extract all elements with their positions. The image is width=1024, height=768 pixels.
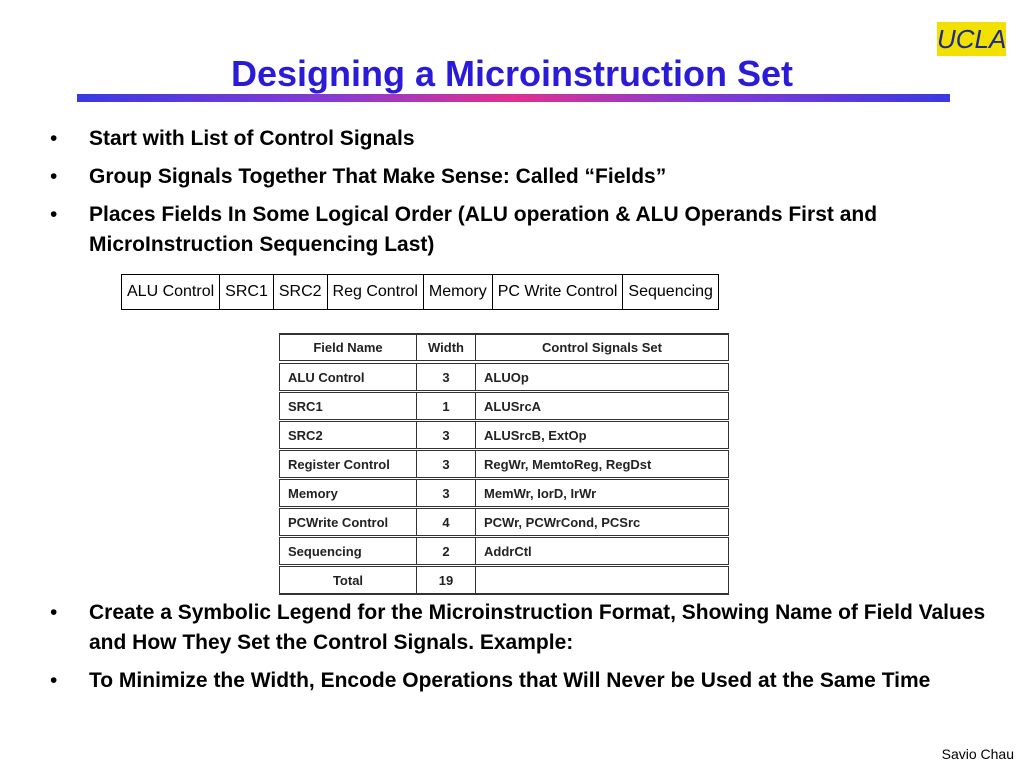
bullet-dot: • xyxy=(50,127,58,150)
table-row xyxy=(280,508,729,537)
format-field: SRC2 xyxy=(273,275,327,310)
microinstruction-format-table xyxy=(121,274,719,310)
format-field: PC Write Control xyxy=(492,275,623,310)
field-name-cell: Register Control xyxy=(280,450,417,479)
format-field: Sequencing xyxy=(623,275,719,310)
ucla-logo: UCLA xyxy=(937,24,1007,54)
table-total-row xyxy=(280,566,729,595)
field-width-cell: 4 xyxy=(417,508,476,537)
bullet-item xyxy=(50,666,990,696)
bullet-dot: • xyxy=(50,165,58,188)
table-row xyxy=(280,450,729,479)
bullet-dot: • xyxy=(50,669,58,692)
bullet-text: Start with List of Control Signals xyxy=(89,127,415,150)
control-signals-cell: AddrCtl xyxy=(476,537,729,566)
format-field: ALU Control xyxy=(122,275,220,310)
field-width-cell: 3 xyxy=(417,450,476,479)
total-width-cell: 19 xyxy=(417,566,476,595)
control-signals-cell: ALUSrcB, ExtOp xyxy=(476,421,729,450)
control-signals-cell: ALUSrcA xyxy=(476,392,729,421)
control-signals-cell: ALUOp xyxy=(476,362,729,392)
table-row xyxy=(280,421,729,450)
column-header: Control Signals Set xyxy=(476,334,729,362)
table-row xyxy=(280,479,729,508)
table-row xyxy=(280,392,729,421)
field-width-cell: 3 xyxy=(417,421,476,450)
format-field: SRC1 xyxy=(220,275,274,310)
bullet-item xyxy=(50,162,990,192)
slide-title: Designing a Microinstruction Set xyxy=(230,53,794,94)
field-width-cell: 2 xyxy=(417,537,476,566)
field-name-cell: SRC1 xyxy=(280,392,417,421)
control-signals-cell: PCWr, PCWrCond, PCSrc xyxy=(476,508,729,537)
field-width-cell: 3 xyxy=(417,479,476,508)
bullet-text: Group Signals Together That Make Sense: Called “Fields” xyxy=(89,165,667,188)
total-label-cell: Total xyxy=(280,566,417,595)
field-name-cell: Memory xyxy=(280,479,417,508)
bullet-item xyxy=(50,598,990,658)
format-row xyxy=(122,275,719,310)
field-name-cell: Sequencing xyxy=(280,537,417,566)
empty-cell xyxy=(476,566,729,595)
field-name-cell: PCWrite Control xyxy=(280,508,417,537)
bullet-text: Create a Symbolic Legend for the Microinstruction Format, Showing Name of Field Values and How They Set the Control Signals. Example: xyxy=(89,601,986,654)
control-signals-cell: RegWr, MemtoReg, RegDst xyxy=(476,450,729,479)
column-header: Field Name xyxy=(280,334,417,362)
field-name-cell: SRC2 xyxy=(280,421,417,450)
bullet-item xyxy=(50,200,990,260)
bottom-bullet-list xyxy=(50,598,990,704)
bullet-dot: • xyxy=(50,601,58,624)
bullet-text: Places Fields In Some Logical Order (ALU operation & ALU Operands First and MicroInstruction Sequencing Last) xyxy=(89,203,878,256)
bullet-dot: • xyxy=(50,203,58,226)
table-header-row xyxy=(280,334,729,362)
format-field: Reg Control xyxy=(327,275,423,310)
field-width-cell: 3 xyxy=(417,362,476,392)
table-row xyxy=(280,537,729,566)
bullet-item xyxy=(50,124,990,154)
control-signals-cell: MemWr, IorD, IrWr xyxy=(476,479,729,508)
bullet-text: To Minimize the Width, Encode Operations that Will Never be Used at the Same Time xyxy=(89,669,931,692)
author-footer: Savio Chau xyxy=(941,746,1014,762)
field-width-table xyxy=(279,333,729,595)
field-width-cell: 1 xyxy=(417,392,476,421)
title-underline xyxy=(77,94,950,102)
top-bullet-list xyxy=(50,124,990,268)
format-field: Memory xyxy=(423,275,492,310)
column-header: Width xyxy=(417,334,476,362)
field-name-cell: ALU Control xyxy=(280,362,417,392)
table-row xyxy=(280,362,729,392)
